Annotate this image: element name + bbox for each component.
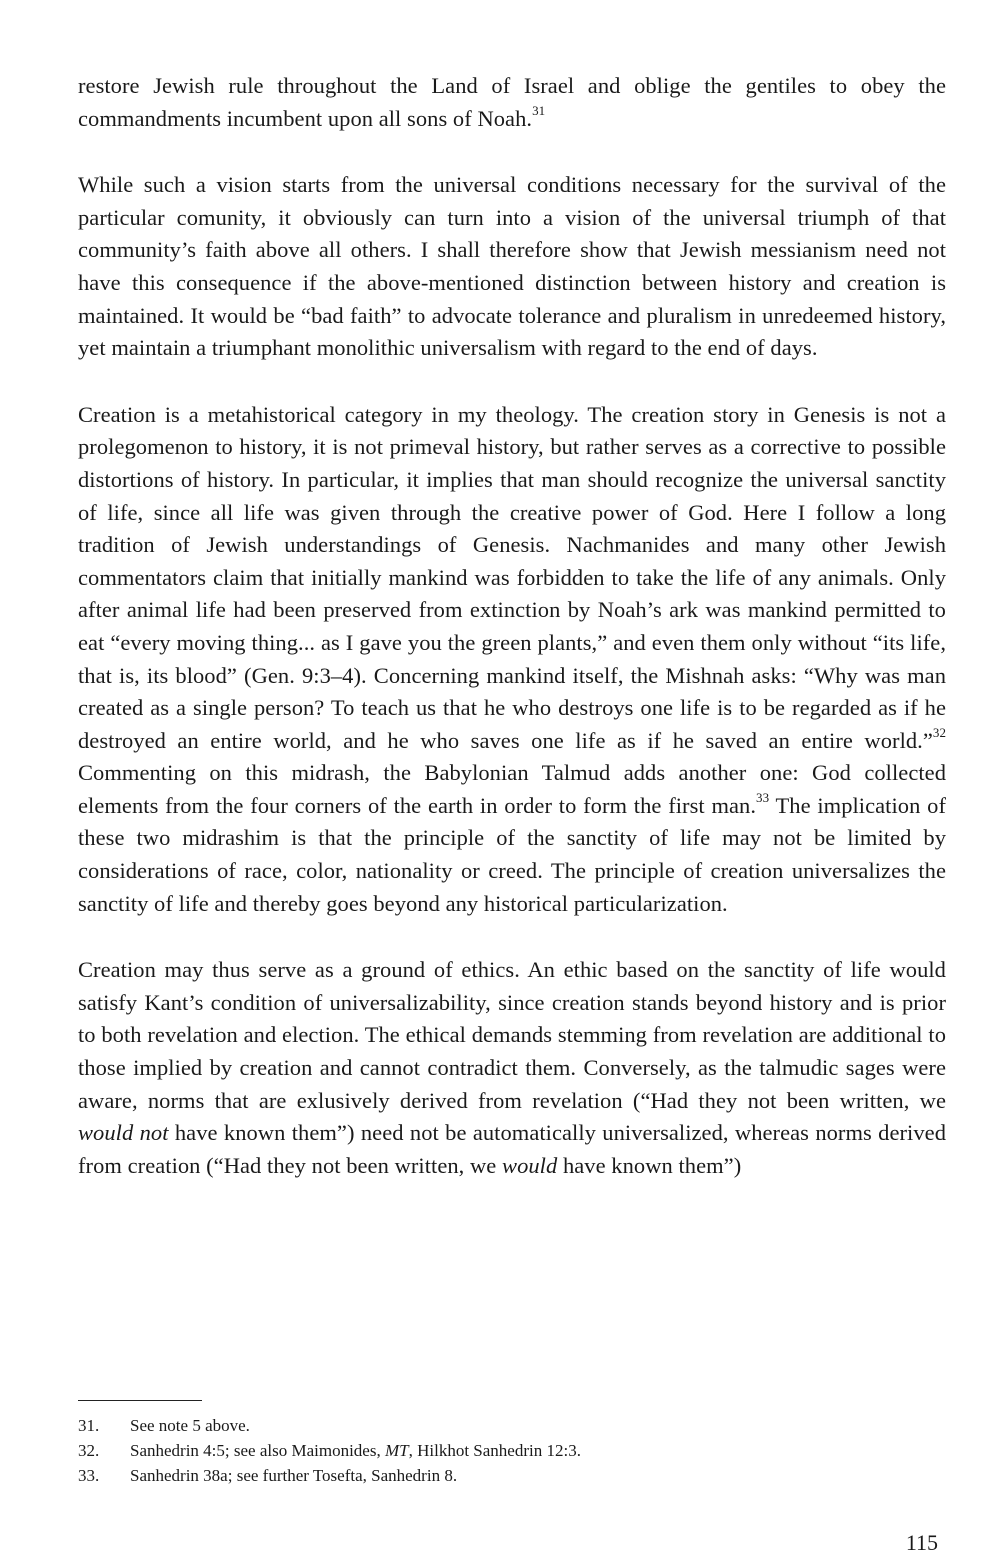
footnote <box>78 1438 946 1463</box>
footnote-rule <box>78 1400 202 1401</box>
footnote-reference: 32 <box>932 725 946 741</box>
page-number: 115 <box>905 1530 938 1555</box>
footnotes <box>78 1400 946 1488</box>
text-run: See note 5 above. <box>130 1416 250 1435</box>
text-run: While such a vision starts from the universal conditions necessary for the survival of the particular comunity, it obviously can turn into a vision of the universal triumph of that community’s faith above all others. I shall therefore show that Jewish messianism need not have this consequence if the above-mentioned distinction between history and creation is maintained. It would be “bad faith” to advocate tolerance and pluralism in unredeemed history, yet maintain a triumphant monolithic universalism with regard to the end of days. <box>78 172 946 361</box>
footnote-number: 33. <box>78 1466 100 1485</box>
footnote <box>78 1413 946 1438</box>
paragraph <box>78 70 946 135</box>
text-run: The implication of these two midrashim is that the principle of the sanctity of life may not be limited by considerations of race, color, nationality or creed. The principle of creation universalizes the sanctity of life and thereby goes beyond any historical particularization. <box>78 792 946 916</box>
footnote-text <box>130 1438 581 1463</box>
footnote <box>78 1463 946 1488</box>
text-run: Sanhedrin 38a; see further Tosefta, Sanhedrin 8. <box>130 1466 458 1485</box>
text-run: Creation is a metahistorical category in my theology. The creation story in Genesis is not a prolegomenon to history, it is not primeval history, but rather serves as a corrective to possible distortions of history. In particular, it implies that man should recognize the universal sanctity of life, since all life was given through the creative power of God. Here I follow a long tradition of Jewish understandings of Genesis. Nachmanides and many other Jewish commentators claim that initially mankind was forbidden to take the life of any animals. Only after animal life had been preserved from extinction by Noah’s ark was mankind permitted to eat “every moving thing... as I gave you the green plants,” and even them only without “its life, that is, its blood” (Gen. 9:3–4). Concerning mankind itself, the Mishnah asks: “Why was man created as a single person? To teach us that he who destroys one life is to be regarded as if he destroyed an entire world, and he who saves one life as if he saved an entire world.” <box>78 401 946 753</box>
text-run: Commenting on this midrash, the Babylonian Talmud adds another one: God collected elements from the four corners of the earth in order to form the first man. <box>78 760 946 818</box>
footnote-number: 32. <box>78 1441 100 1460</box>
footnote-number: 31. <box>78 1416 100 1435</box>
paragraph <box>78 399 946 921</box>
emphasis-text: would <box>502 1152 558 1178</box>
paragraph <box>78 169 946 365</box>
footnote-text <box>130 1463 457 1488</box>
footnote-text <box>130 1413 250 1438</box>
emphasis-text: MT <box>384 1441 409 1460</box>
text-run: Sanhedrin 4:5; see also Maimonides, <box>130 1441 385 1460</box>
footnote-reference: 31 <box>532 103 546 119</box>
footnote-reference: 33 <box>756 790 770 806</box>
main-text <box>78 70 946 1216</box>
emphasis-text: would not <box>78 1120 169 1146</box>
text-run: have known them”) <box>557 1152 742 1178</box>
text-run: have known them”) need not be automatically universalized, whereas norms derived from creation (“Had they not been written, we <box>78 1120 946 1178</box>
text-run: restore Jewish rule throughout the Land of Israel and oblige the gentiles to obey the commandments incumbent upon all sons of Noah. <box>78 73 946 131</box>
paragraph <box>78 954 946 1182</box>
text-run: , Hilkhot Sanhedrin 12:3. <box>408 1441 581 1460</box>
text-run: Creation may thus serve as a ground of ethics. An ethic based on the sanctity of life would satisfy Kant’s condition of universalizability, since creation stands beyond history and is prior to both revelation and election. The ethical demands stemming from revelation are additional to those implied by creation and cannot contradict them. Conversely, as the talmudic sages were aware, norms that are exlusively derived from revelation (“Had they not been written, we <box>78 957 946 1113</box>
